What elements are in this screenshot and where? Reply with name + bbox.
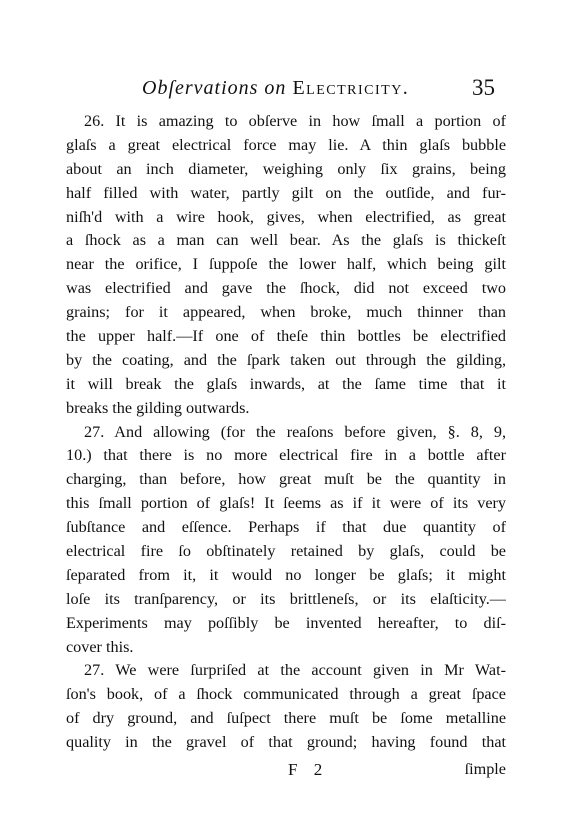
page-header: [0, 75, 576, 109]
text-line: grains; for it appeared, when broke, much thinner than: [66, 303, 506, 322]
text-line: of dry ground, and ſuſpect there muſt be ſome metalline: [66, 709, 506, 728]
text-line: the upper half.—If one of theſe thin bottles be electrified: [66, 327, 506, 346]
text-line: ſubſtance and eſſence. Perhaps if that due quantity of: [66, 518, 506, 537]
text-line: 27. We were ſurpriſed at the account given in Mr Wat-: [84, 661, 506, 680]
text-line: 10.) that there is no more electrical fire in a bottle after: [66, 446, 506, 465]
text-line: 26. It is amazing to obſerve in how ſmall a portion of: [84, 112, 506, 130]
text-line: charging, than before, how great muſt be the quantity in: [66, 470, 506, 489]
text-line: ſeparated from it, it would no longer be glaſs; it might: [66, 565, 506, 584]
text-line: electrical fire ſo obſtinately retained by glaſs, could be: [66, 542, 506, 561]
text-line: loſe its tranſparency, or its brittleneſs, or its elaſticity.—: [66, 589, 506, 608]
paragraph: [66, 659, 506, 755]
text-line: ſon's book, of a ſhock communicated through a great ſpace: [66, 685, 506, 704]
text-line: quality in the gravel of that ground; having found that: [66, 733, 506, 752]
text-line: it will break the glaſs inwards, at the ſame time that it: [66, 374, 506, 393]
paragraph: [66, 110, 506, 421]
body-text: [66, 110, 506, 755]
text-line: near the orifice, I ſuppoſe the lower half, which being gilt: [66, 255, 506, 274]
running-title: [142, 77, 409, 100]
page-number: 35: [472, 75, 495, 100]
paragraph: [66, 421, 506, 660]
catchword: ſimple: [464, 760, 506, 778]
running-title-caps: Electricity.: [292, 77, 410, 99]
text-line: about an inch diameter, weighing only ſix grains, being: [66, 159, 506, 178]
text-line: by the coating, and the ſpark taken out through the gilding,: [66, 350, 506, 369]
page-footer: [66, 760, 506, 784]
text-line: glaſs a great electrical force may lie. A thin glaſs bubble: [66, 135, 506, 154]
text-line: was electrified and gave the ſhock, did not exceed two: [66, 279, 506, 298]
signature-mark: F 2: [288, 760, 329, 779]
text-line: this ſmall portion of glaſs! It ſeems as if it were of its very: [66, 494, 506, 513]
running-title-italic: Obſervations on: [142, 77, 287, 99]
text-line: a ſhock as a man can well bear. As the glaſs is thickeſt: [66, 231, 506, 250]
text-line: Experiments may poſſibly be invented hereafter, to diſ-: [66, 613, 506, 632]
text-line: niſh'd with a wire hook, gives, when electrified, as great: [66, 207, 506, 226]
text-line: half filled with water, partly gilt on the outſide, and fur-: [66, 183, 506, 202]
text-line: breaks the gilding outwards.: [66, 398, 250, 417]
text-line: cover this.: [66, 637, 134, 656]
text-line: 27. And allowing (for the reaſons before given, §. 8, 9,: [84, 422, 506, 441]
